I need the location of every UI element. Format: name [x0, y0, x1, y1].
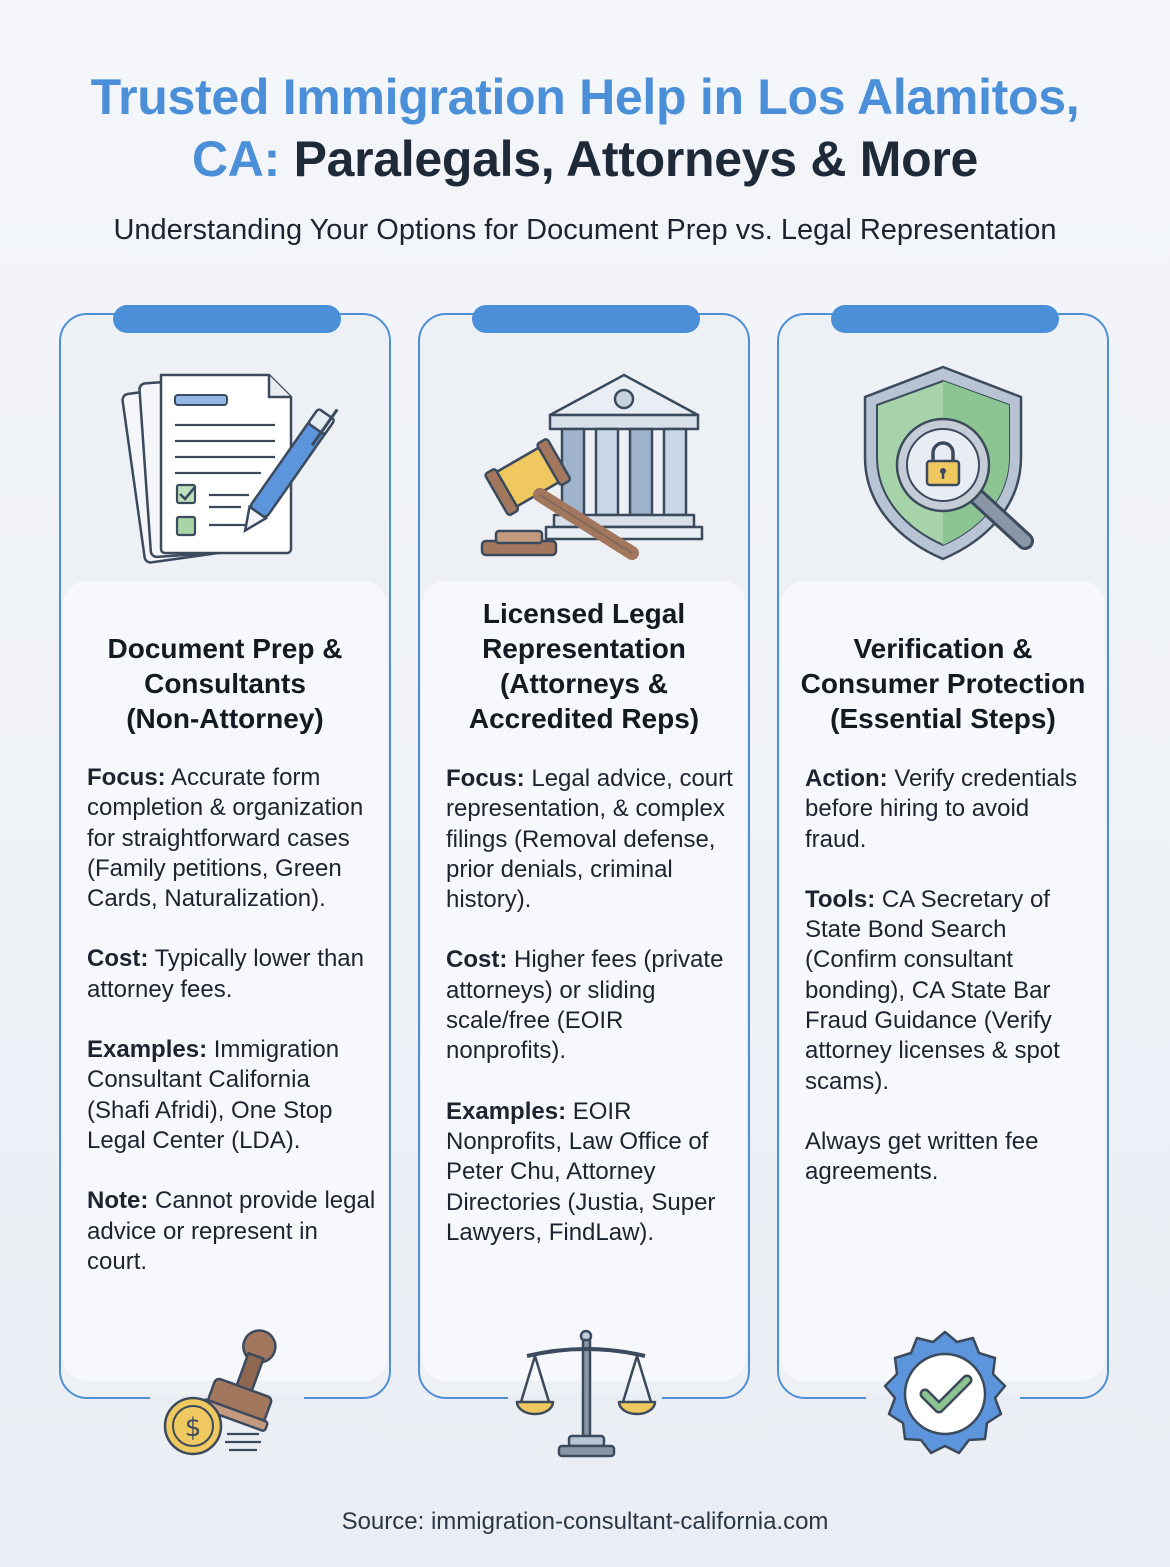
- card-text: [87, 763, 377, 1307]
- card-tab: [831, 305, 1059, 333]
- svg-text:$: $: [184, 1413, 202, 1443]
- scales-icon: [513, 1326, 663, 1471]
- stamp-coin-icon: [155, 1326, 305, 1471]
- card-document-prep: [59, 313, 391, 1399]
- card-text: [805, 764, 1095, 1218]
- paragraph-focus: Focus: Legal advice, court representation, & complex filings (Removal defense, prior denials, criminal history).: [446, 765, 733, 914]
- paragraph-examples: Examples: Immigration Consultant California (Shafi Afridi), One Stop Legal Center (LDA).: [87, 1036, 340, 1154]
- title-line-1: Trusted Immigration Help in Los Alamitos,: [90, 69, 1080, 125]
- paragraph-action: Action: Verify credentials before hiring to avoid fraud.: [805, 765, 1078, 853]
- paragraph-note: Note: Cannot provide legal advice or represent in court.: [87, 1187, 376, 1275]
- card-legal-representation: [418, 313, 750, 1399]
- source-credit: Source: immigration-consultant-california.com: [341, 1508, 829, 1535]
- card-title: Verification & Consumer Protection (Essential Steps): [800, 633, 1086, 734]
- paragraph-focus: Focus: Accurate form completion & organization for straightforward cases (Family petitions, Green Cards, Naturalization).: [87, 764, 364, 913]
- paragraph-cost: Cost: Higher fees (private attorneys) or sliding scale/free (EOIR nonprofits).: [446, 946, 724, 1065]
- card-tab: [113, 305, 341, 333]
- page-subtitle: Understanding Your Options for Document Prep vs. Legal Representation: [113, 214, 1057, 246]
- card-verification: [777, 313, 1109, 1399]
- title-line-2-prefix: CA:: [192, 131, 280, 187]
- courthouse-gavel-icon: [420, 345, 748, 585]
- paragraph-examples: Examples: EOIR Nonprofits, Law Office of Peter Chu, Attorney Directories (Justia, Super Lawyers, FindLaw).: [446, 1097, 716, 1246]
- title-line-2-main: Paralegals, Attorneys & More: [293, 131, 978, 187]
- card-text: [446, 764, 736, 1278]
- document-pen-icon: [61, 345, 389, 585]
- paragraph-fee-agreements: Always get written fee agreements.: [805, 1127, 1039, 1186]
- card-title: Document Prep & Consultants (Non-Attorney): [107, 633, 343, 734]
- paragraph-cost: Cost: Typically lower than attorney fees.: [87, 945, 364, 1003]
- page-title: [0, 66, 1170, 190]
- card-title: Licensed Legal Representation (Attorneys & Accredited Reps): [468, 598, 700, 734]
- shield-lock-magnifier-icon: [779, 345, 1107, 585]
- card-tab: [472, 305, 700, 333]
- paragraph-tools: Tools: CA Secretary of State Bond Search (Confirm consultant bonding), CA State Bar Fraud Guidance (Verify attorney licenses & spot scams).: [805, 885, 1060, 1095]
- verified-badge-icon: [871, 1326, 1021, 1471]
